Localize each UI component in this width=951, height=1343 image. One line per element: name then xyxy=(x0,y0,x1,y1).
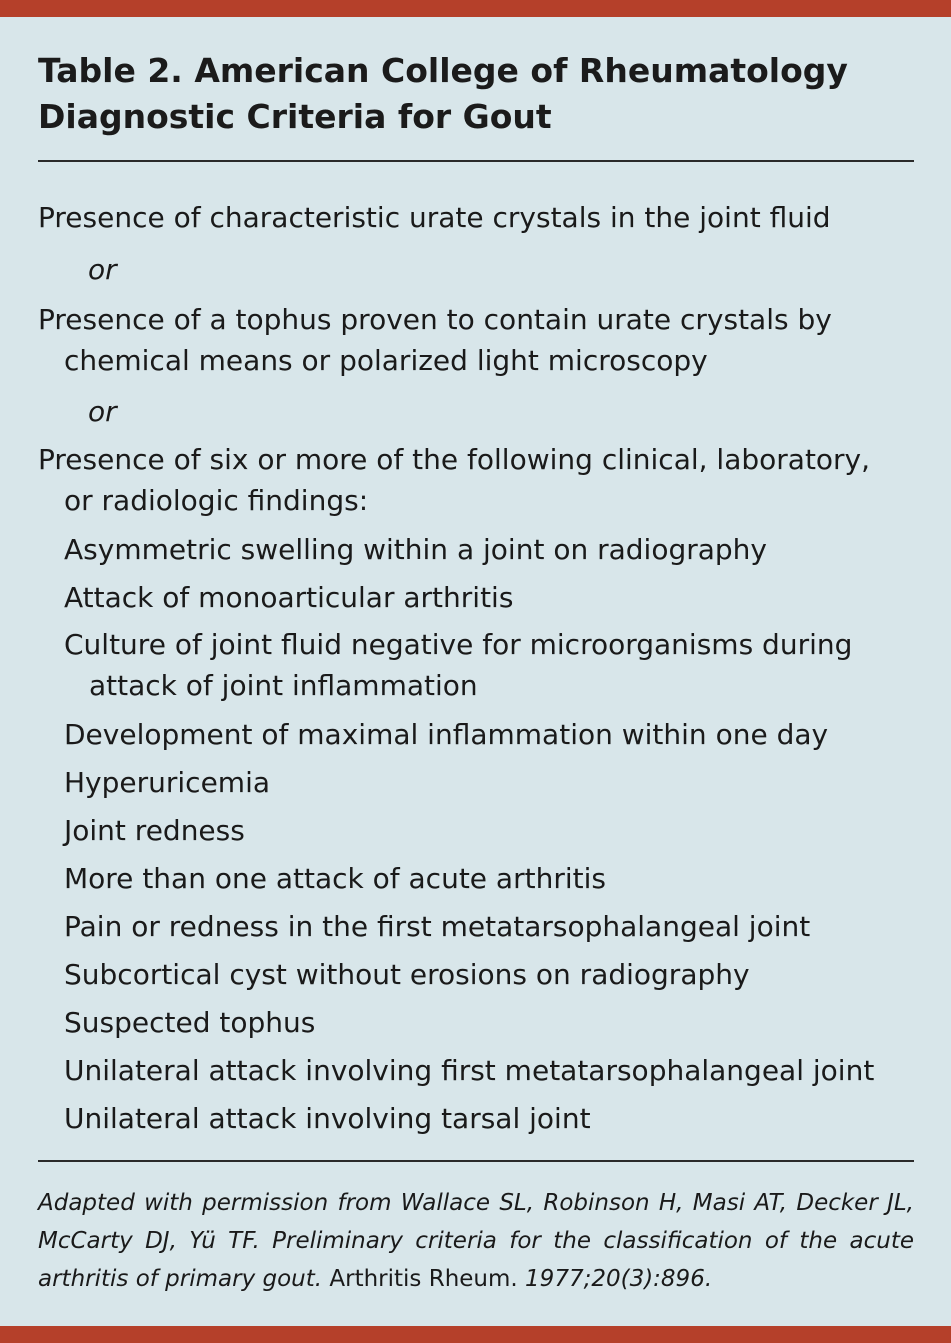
finding-item: Subcortical cyst without erosions on radiography xyxy=(64,958,750,991)
title-line-1: Table 2. American College of Rheumatology xyxy=(38,51,848,90)
or-separator-2: or xyxy=(88,395,117,428)
finding-item: Unilateral attack involving tarsal joint xyxy=(64,1102,591,1135)
criterion-2-line-2: chemical means or polarized light microscopy xyxy=(64,344,708,377)
footnote-citation: Adapted with permission from Wallace SL, Robinson H, Masi AT, Decker JL, McCarty DJ, Yü TF. Preliminary criteria for the classification of the acute arthritis of primary gout. xyxy=(38,1190,914,1292)
finding-item: Pain or redness in the first metatarsophalangeal joint xyxy=(64,910,811,943)
finding-item: More than one attack of acute arthritis xyxy=(64,862,606,895)
criterion-3-line-1: Presence of six or more of the following clinical, laboratory, xyxy=(38,443,871,476)
finding-item-continuation: attack of joint inflammation xyxy=(89,669,478,702)
finding-item: Joint redness xyxy=(64,814,245,847)
criterion-1: Presence of characteristic urate crystals in the joint fluid xyxy=(38,201,831,234)
title-line-2: Diagnostic Criteria for Gout xyxy=(38,97,552,136)
finding-item: Development of maximal inflammation within one day xyxy=(64,718,829,751)
or-separator-1: or xyxy=(88,253,117,286)
footnote-journal: Arthritis Rheum. xyxy=(322,1266,526,1292)
bottom-accent-bar xyxy=(0,1326,951,1343)
finding-item: Hyperuricemia xyxy=(64,766,271,799)
criterion-3-line-2: or radiologic findings: xyxy=(64,484,369,517)
finding-item: Suspected tophus xyxy=(64,1006,316,1039)
top-accent-bar xyxy=(0,0,951,17)
finding-item: Attack of monoarticular arthritis xyxy=(64,581,514,614)
footnote-volume: 1977;20(3):896. xyxy=(525,1266,713,1292)
finding-item: Culture of joint fluid negative for microorganisms during xyxy=(64,628,853,661)
finding-item: Unilateral attack involving first metatarsophalangeal joint xyxy=(64,1054,875,1087)
table-title xyxy=(38,48,914,140)
title-divider xyxy=(38,160,914,162)
source-footnote xyxy=(38,1184,914,1298)
finding-item: Asymmetric swelling within a joint on radiography xyxy=(64,533,767,566)
criterion-2-line-1: Presence of a tophus proven to contain urate crystals by xyxy=(38,303,832,336)
footnote-divider xyxy=(38,1160,914,1162)
